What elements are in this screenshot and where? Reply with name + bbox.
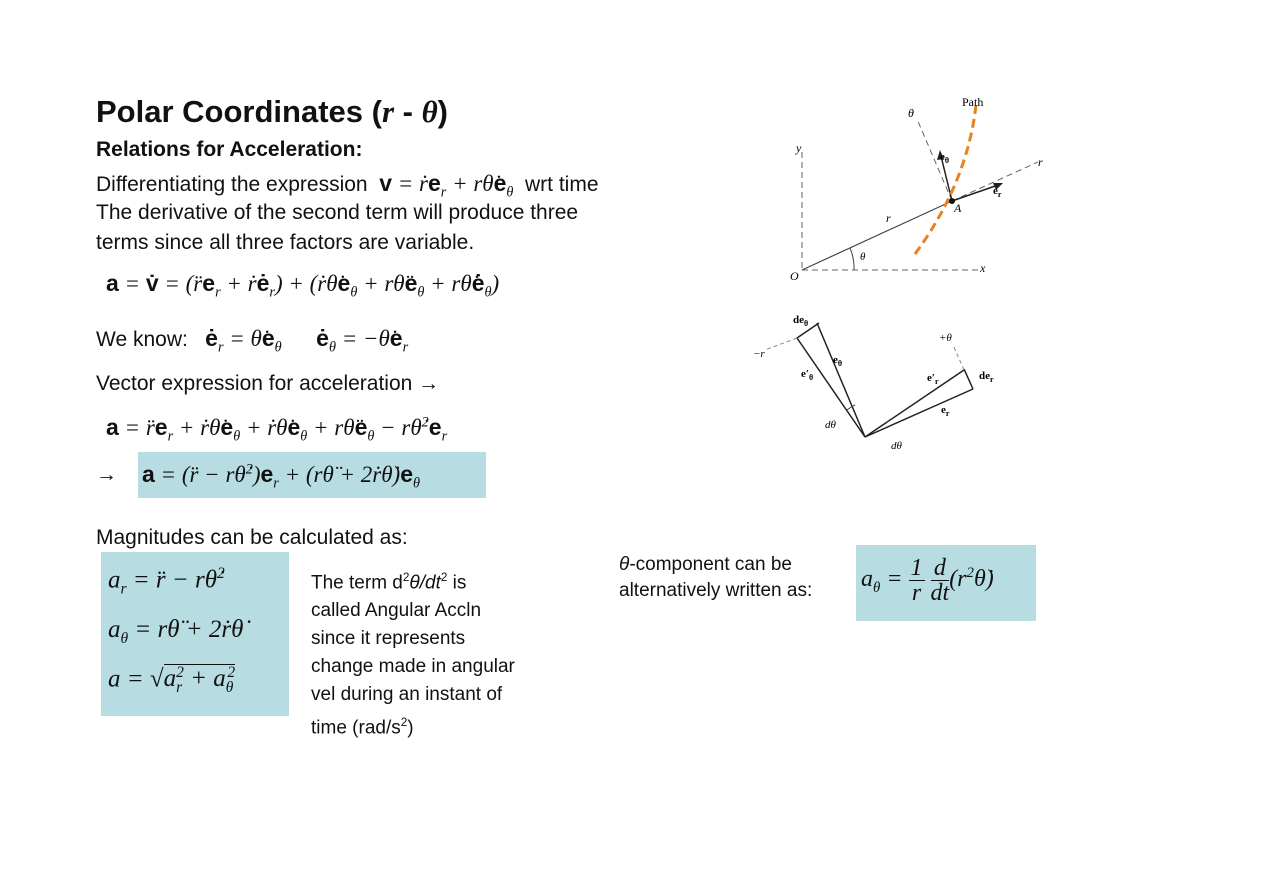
label-e-theta: $e_\theta$ [940,151,950,165]
atheta-equation: $a_\theta$ = rθ̈ + 2ṙθ̇ [108,616,244,647]
label-plus-theta: +θ [939,332,952,344]
subtitle: Relations for Acceleration: [96,138,363,161]
theta-component-l1b: -component can be [629,554,792,575]
note-line-4: change made in angular [311,656,515,678]
label-a: A [954,201,962,215]
intro-line-2: The derivative of the second term will produce three [96,201,579,224]
label-path: Path [962,95,984,109]
label-minus-r: −r [753,348,765,360]
theta-component-text [619,552,812,604]
unit-vector-derivatives: $ė_r$ = $\thetȧe_\theta$ $ė_\theta$ = $-\thetȧe_r$ [205,325,409,356]
note-line-1 [311,564,571,597]
note-line-5: vel during an instant of [311,684,503,706]
title-text: Polar Coordinates ( [96,94,382,129]
intro-line-1-a: Differentiating the expression [96,173,368,196]
label-angle: θ [860,251,866,263]
label-e-theta: $e_\theta$ [833,354,843,368]
intro-line-3: terms since all three factors are variable. [96,231,475,254]
we-know-line [96,325,408,357]
note-line-3: since it represents [311,628,466,650]
theta-component-line-1 [619,552,812,578]
label-e-r: $e_r$ [941,404,950,418]
label-dtheta-1: dθ [825,419,836,431]
angular-acceleration-note [311,564,571,743]
theta-component-line-2: alternatively written as: [619,580,813,601]
note-1d: 2 [440,571,448,584]
theta-component-equation: $a_\theta$ = $\frac{1}{r}$ $\frac{d}{dt}$ $(r^2\thetȧ)$ [861,555,994,606]
label-x: x [980,261,986,275]
acceleration-result-equation: a = (r̈ − $r\thetȧ^2)e_r$ + (rθ̈ + $2ṙ\thetȧ)e_\theta$ [142,461,420,492]
dtheta-arc-2 [886,419,891,423]
page-title [96,94,448,130]
e-r-prime-vector [865,370,964,437]
label-e-r-prime: $e'_r$ [927,372,939,386]
note-6a: time (rad/s [311,717,401,739]
ar-equation: $a_r$ = r̈ − rθ̇$^2$ [108,565,225,598]
plus-theta-line [953,345,964,370]
note-1b: 2 [402,571,410,584]
velocity-expression: $v = ṙe_r$ + $r\thetȧe_\theta$ [379,170,514,201]
label-r-axis: r [1038,155,1043,169]
label-e-theta-prime: $e'_\theta$ [801,368,814,382]
label-r: r [886,211,891,225]
theta-symbol: θ [619,554,630,575]
result-arrow: → [96,463,117,486]
vector-expression-label: Vector expression for acceleration → [96,372,440,395]
unit-vector-change-diagram [745,305,1015,465]
title-dash: - [394,94,422,129]
label-y: y [796,141,802,155]
we-know-label: We know: [96,328,188,351]
note-line-6 [311,709,571,742]
a-magnitude-equation: $a = √a_r^2 + a_\theta^2$ [108,664,236,697]
title-close: ) [437,94,448,129]
note-1e: is [447,572,467,594]
acceleration-expanded-equation: $a = r̈e_r$ + $ṙ\thetȧe_\theta$ + $ṙ\thetȧe_\theta$ + $r\thetäe_\theta$ − $r\thetȧ^2e_r$ [106,414,448,445]
minus-r-line [765,338,797,350]
magnitudes-label: Magnitudes can be calculated as: [96,526,408,549]
label-de-r: $de_r$ [979,370,994,384]
label-de-theta: $de_\theta$ [793,314,809,328]
intro-line-1-b: wrt time [525,173,599,196]
title-theta: θ [421,94,438,129]
title-r: r [381,94,395,129]
intro-line-1 [96,170,599,202]
label-e-r: $e_r$ [993,185,1002,199]
note-6b: 2 [400,716,408,730]
note-line-2: called Angular Accln [311,600,482,622]
label-origin: O [790,269,799,283]
e-r-vector [865,389,973,437]
acceleration-derivative-equation: a = v̇ = ($r̈e_r$ + $ṙė_r$) + ($ṙ\thetȧe_\theta$ + $r\thetäe_\theta$ + $r\thetȧė_\theta$) [106,270,500,301]
note-1a: The term d [311,572,403,594]
label-theta-axis: θ [908,106,914,120]
label-dtheta-2: dθ [891,440,902,452]
polar-path-diagram [780,90,1060,290]
de-r-vector [964,369,973,389]
note-6c: ) [407,717,414,739]
radius-line [802,201,952,270]
angle-arc [850,248,854,270]
note-1c: θ/dt [409,572,441,594]
